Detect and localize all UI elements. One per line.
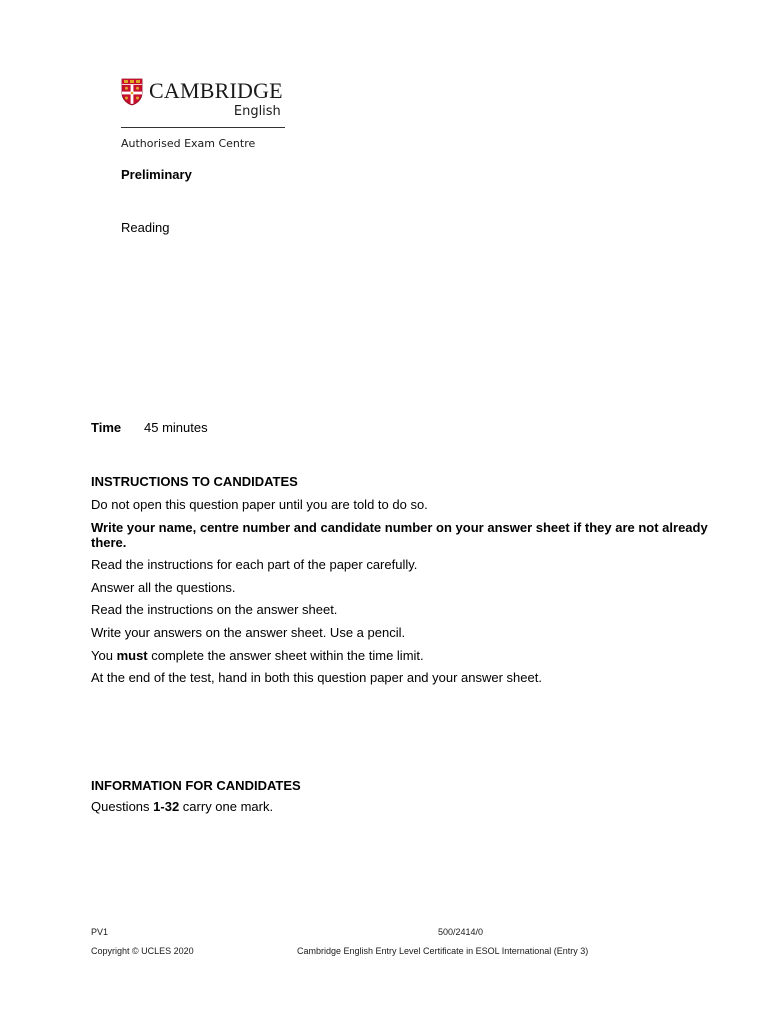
paper-name: Reading bbox=[121, 220, 170, 235]
instruction-line: Write your answers on the answer sheet. Use a pencil. bbox=[91, 624, 406, 640]
instructions-section bbox=[91, 474, 711, 693]
question-range: 1-32 bbox=[153, 799, 180, 814]
instruction-text: You bbox=[91, 647, 117, 663]
time-label: Time bbox=[91, 420, 122, 435]
cambridge-shield-icon bbox=[121, 78, 143, 106]
logo-subtitle: English bbox=[233, 104, 281, 119]
footer-version: PV1 bbox=[91, 927, 109, 937]
instruction-emphasis: must bbox=[116, 647, 148, 663]
exam-level: Preliminary bbox=[121, 167, 192, 182]
footer-certificate: Cambridge English Entry Level Certificate in ESOL International (Entry 3) bbox=[297, 946, 589, 956]
footer-code: 500/2414/0 bbox=[438, 927, 484, 937]
information-section bbox=[91, 778, 711, 822]
logo-name: CAMBRIDGE bbox=[149, 78, 283, 103]
instructions-heading: INSTRUCTIONS TO CANDIDATES bbox=[91, 474, 298, 489]
logo-divider bbox=[121, 127, 285, 128]
centre-label: Authorised Exam Centre bbox=[121, 137, 256, 150]
cambridge-english-logo bbox=[121, 78, 287, 118]
information-text: Questions bbox=[91, 799, 154, 814]
instruction-line: Do not open this question paper until you are told to do so. bbox=[91, 497, 428, 512]
information-line bbox=[91, 799, 711, 814]
instruction-line bbox=[91, 648, 711, 663]
information-heading: INFORMATION FOR CANDIDATES bbox=[91, 778, 301, 793]
instruction-text: complete the answer sheet within the time limit. bbox=[147, 647, 424, 663]
instruction-line-bold: Write your name, centre number and candidate number on your answer sheet if they are not already there. bbox=[91, 519, 708, 550]
instruction-line: Read the instructions on the answer sheet. bbox=[91, 602, 338, 618]
instruction-line: Read the instructions for each part of the paper carefully. bbox=[91, 557, 418, 573]
footer-copyright: Copyright © UCLES 2020 bbox=[91, 946, 194, 956]
information-text: carry one mark. bbox=[179, 799, 274, 814]
instruction-line: At the end of the test, hand in both this question paper and your answer sheet. bbox=[91, 670, 542, 686]
instruction-line: Answer all the questions. bbox=[91, 579, 236, 595]
time-row bbox=[91, 420, 208, 435]
time-value: 45 minutes bbox=[144, 420, 208, 435]
